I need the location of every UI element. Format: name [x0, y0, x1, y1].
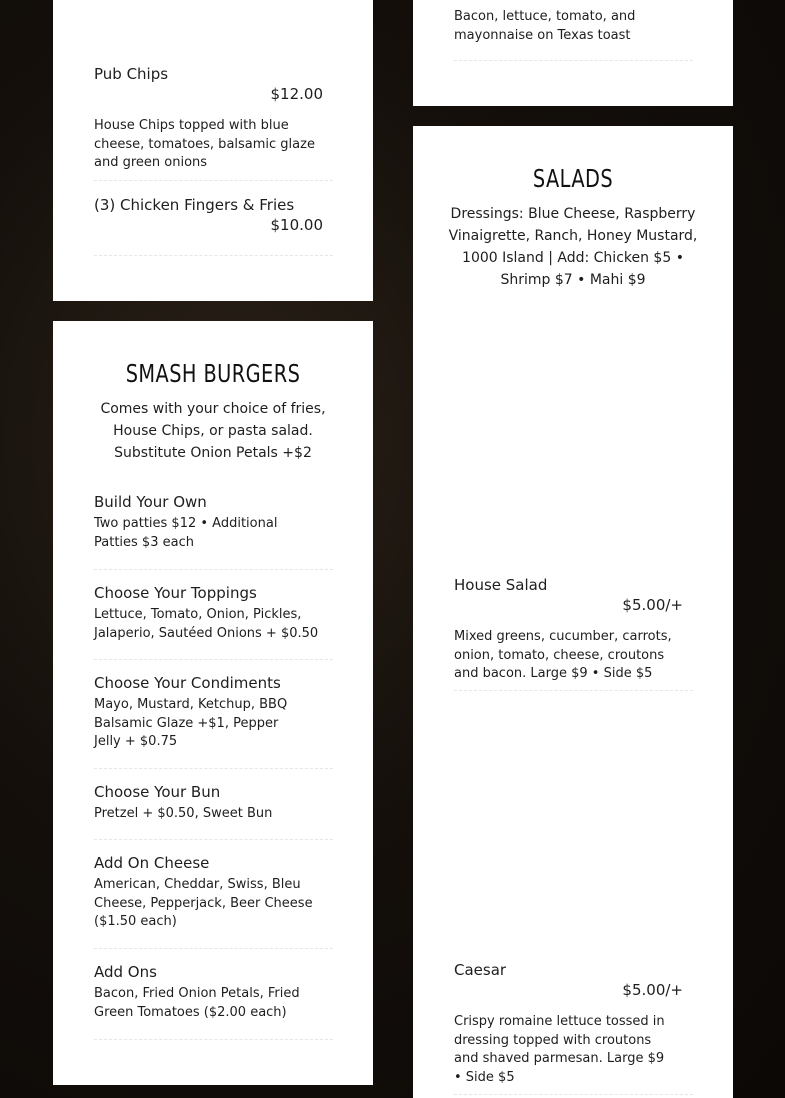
section-title: SMASH BURGERS: [125, 359, 301, 388]
section-note: Dressings: Blue Cheese, Raspberry Vinaigrette, Ranch, Honey Mustard, 1000 Island | Add: Chicken $5 • Shrimp $7 • Mahi $9: [448, 206, 698, 288]
item-name: Choose Your Toppings: [94, 584, 257, 602]
menu-item-toppings: [94, 584, 333, 660]
smash-burgers-card: [53, 321, 373, 1085]
item-price: $10.00: [270, 216, 323, 234]
salads-card: [413, 126, 733, 1098]
item-description: Bacon, lettuce, tomato, and mayonnaise on Texas toast: [454, 9, 636, 43]
menu-item-cheese: [94, 854, 333, 949]
menu-item-house-salad: [454, 576, 693, 691]
item-description: House Chips topped with blue cheese, tomatoes, balsamic glaze and green onions: [94, 118, 315, 170]
menu-item-blt: [454, 8, 693, 61]
item-name: Caesar: [454, 961, 507, 979]
item-description: Mixed greens, cucumber, carrots, onion, tomato, cheese, croutons and bacon. Large $9 • Side $5: [454, 629, 672, 681]
item-name: House Salad: [454, 576, 548, 594]
item-description: Crispy romaine lettuce tossed in dressing topped with croutons and shaved parmesan. Large $9 • Side $5: [454, 1014, 665, 1085]
menu-item-add-ons: [94, 963, 333, 1040]
appetizers-card: [53, 0, 373, 301]
item-name: Add On Cheese: [94, 854, 210, 872]
item-name: Choose Your Condiments: [94, 674, 281, 692]
item-description: Pretzel + $0.50, Sweet Bun: [94, 806, 273, 821]
item-name: (3) Chicken Fingers & Fries: [94, 196, 295, 214]
menu-item-caesar: [454, 961, 693, 1095]
item-description: Lettuce, Tomato, Onion, Pickles, Jalaperio, Sautéed Onions + $0.50: [94, 607, 319, 641]
section-note: Comes with your choice of fries, House Chips, or pasta salad. Substitute Onion Petals +$2: [100, 401, 326, 461]
menu-item-chicken-fingers: [94, 196, 333, 256]
item-description: American, Cheddar, Swiss, Bleu Cheese, Pepperjack, Beer Cheese ($1.50 each): [94, 877, 313, 929]
section-title: SALADS: [532, 164, 614, 193]
item-name: Build Your Own: [94, 493, 207, 511]
menu-item-condiments: [94, 674, 333, 769]
menu-item-bun: [94, 783, 333, 840]
menu-item-build-your-own: [94, 493, 333, 570]
item-description: Mayo, Mustard, Ketchup, BBQ Balsamic Glaze +$1, Pepper Jelly + $0.75: [94, 697, 288, 749]
item-price: $5.00/+: [622, 596, 683, 614]
item-name: Choose Your Bun: [94, 783, 221, 801]
menu-item-pub-chips: [94, 65, 333, 181]
item-description: Bacon, Fried Onion Petals, Fried Green Tomatoes ($2.00 each): [94, 986, 300, 1020]
item-price: $5.00/+: [622, 981, 683, 999]
item-description: Two patties $12 • Additional Patties $3 each: [94, 516, 278, 550]
item-name: Pub Chips: [94, 65, 169, 83]
sandwich-card: [413, 0, 733, 106]
item-name: Add Ons: [94, 963, 157, 981]
item-price: $12.00: [270, 85, 323, 103]
